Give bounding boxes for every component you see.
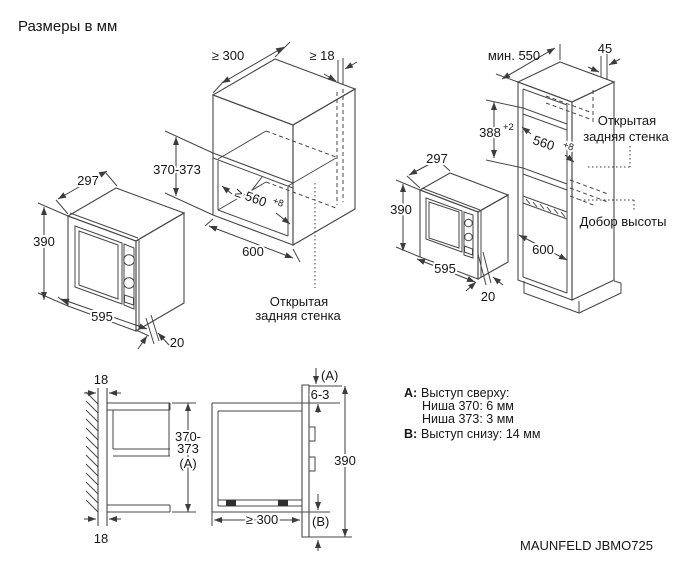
filler-label: Добор высоты — [579, 214, 667, 229]
a-ref-label: (A) — [321, 368, 339, 383]
mw2-knob-top — [465, 219, 473, 227]
mw2-window-outer — [426, 198, 462, 252]
nichew-leader — [252, 177, 262, 190]
col-width-dim: 600 — [532, 242, 554, 257]
sec-height-dim-1: 370- — [174, 429, 202, 444]
mw2-window-inner — [429, 202, 459, 248]
niche-right-wall-top — [288, 158, 336, 186]
nichew-arrow-left — [222, 186, 232, 194]
mw-control-panel — [124, 244, 134, 309]
col-shelf-back-hidden-2 — [546, 103, 590, 119]
mw2-button — [465, 246, 473, 255]
mw-front-dim: 20 — [169, 335, 185, 350]
mw-right-face — [136, 213, 184, 331]
col-gap-arrow-right — [609, 59, 620, 65]
cabinet-width-dim: 600 — [242, 244, 264, 259]
col-depth-dim: мин. 550 — [487, 48, 541, 63]
col-niche-width-group — [531, 130, 575, 159]
mw2-depth-dim: 297 — [426, 151, 448, 166]
niche-width-sup: +8 — [271, 195, 285, 210]
width-ext-2 — [293, 249, 300, 262]
mw-door-window-inner — [79, 231, 118, 299]
col-depth-ext-1 — [496, 74, 518, 82]
mw-height-dim: 390 — [33, 234, 55, 249]
mw-button — [125, 295, 134, 305]
col-top-face — [518, 62, 614, 102]
note-a-key: A: — [404, 386, 418, 400]
cabinet-depth-dim: ≥ 300 — [211, 48, 245, 63]
sec-height-dim-2: 373 — [177, 441, 199, 456]
nicheh-ext-1 — [165, 131, 213, 153]
niche-ceiling-back-hidden — [266, 131, 336, 157]
microwave-left-figure — [33, 171, 184, 350]
mw-depth-dim: 297 — [77, 173, 99, 188]
upper-panel-lip — [213, 158, 293, 188]
cabinet-right-face — [293, 89, 355, 245]
note-niche373: Ниша 373: 3 мм — [422, 412, 514, 426]
mw-top-lip — [70, 213, 138, 238]
note-a-text: Выступ сверху: — [421, 386, 510, 400]
wall-gap-bottom-dim: 18 — [93, 531, 109, 546]
mw-knob-bottom — [124, 278, 135, 289]
mw2-front-dim: 20 — [480, 289, 496, 304]
col-nichew-arrow-right — [565, 155, 574, 162]
mw2-front-arrow-right — [493, 277, 503, 285]
col-inner-bottom — [523, 277, 567, 293]
col-open-back-line1: Открытая — [597, 113, 657, 128]
wall-hatch — [86, 392, 98, 512]
col-slab2-edge-2 — [523, 203, 567, 219]
col-inner-top — [523, 89, 567, 105]
top-gap-dim: 6-3 — [310, 387, 330, 402]
sec2-height-dim: 390 — [334, 453, 356, 468]
niche-width-dim: ≥ 560 — [233, 184, 269, 210]
niche-width-dim-group — [233, 183, 285, 216]
mw-foot-left — [226, 500, 236, 506]
mw-width-dim: 595 — [91, 309, 113, 324]
niche-height-dim: 370-373 — [153, 162, 201, 177]
b-ref-label: (B) — [312, 514, 330, 529]
page-title: Размеры в мм — [18, 18, 118, 35]
mw2-front-arrow-left — [466, 282, 476, 291]
mw2-height-dim: 390 — [390, 202, 412, 217]
mw-width-ext-2 — [136, 330, 149, 336]
col-shelf-back-hidden-1 — [546, 96, 590, 112]
wall-section-figure — [84, 372, 201, 546]
filler-hatch — [526, 199, 565, 217]
depth-ext-2 — [275, 42, 290, 57]
col-niche-width-sup: +8 — [561, 139, 576, 154]
mw-knob-top — [124, 255, 135, 266]
latch-top — [309, 427, 315, 441]
note-niche370: Ниша 370: 6 мм — [422, 399, 514, 413]
upper-panel-edge — [213, 153, 293, 183]
mw-front-arrow-right — [158, 333, 169, 345]
mw2-knob-bottom — [465, 233, 473, 241]
side-arrow-right — [345, 62, 357, 69]
col-top-gap-dim: 45 — [597, 41, 613, 56]
microwave-right-figure — [390, 151, 508, 304]
sec2-depth-dim: ≥ 300 — [245, 512, 279, 527]
open-back-label-line2: задняя стенка — [255, 308, 341, 323]
col-niche-height-dim: 388 — [479, 125, 501, 140]
mw2-depth-ext-1 — [407, 176, 420, 188]
col-gap-arrow-left — [588, 67, 599, 72]
mw-section-figure — [212, 368, 356, 551]
mw2-height-ext-2 — [396, 247, 420, 257]
cabinet-side-dim: ≥ 18 — [309, 48, 335, 63]
column-cabinet-figure — [479, 41, 669, 313]
col-niche-width-dim: 560 — [531, 132, 557, 154]
note-b-text: Выступ снизу: 14 мм — [421, 427, 541, 441]
model-label: MAUNFELD JBMO725 — [520, 538, 653, 553]
nicheh-ext-2 — [165, 193, 213, 215]
mw2-right-face — [478, 195, 508, 279]
notes-block — [404, 386, 540, 441]
open-back-label-line1: Открытая — [269, 294, 329, 309]
col-open-back-line2: задняя стенка — [583, 129, 669, 144]
cabinet-top-face — [213, 59, 355, 125]
latch-bottom — [309, 457, 315, 471]
sec-height-dim-3: (A) — [179, 456, 197, 471]
mw-depth-ext-2 — [105, 172, 117, 186]
mw2-width-dim: 595 — [434, 261, 456, 276]
niche-ceiling-left — [218, 131, 266, 159]
col-niche-height-sup: +2 — [503, 122, 514, 133]
width-ext-1 — [205, 219, 213, 226]
wall-gap-top-dim: 18 — [93, 372, 109, 387]
filler-hidden-1 — [570, 180, 608, 194]
filler-hidden-3 — [570, 196, 596, 206]
front-panel-bar — [302, 385, 309, 537]
mw-front-arrow-left — [138, 336, 147, 349]
mw-foot-right — [278, 500, 288, 506]
note-b-key: B: — [404, 427, 418, 441]
